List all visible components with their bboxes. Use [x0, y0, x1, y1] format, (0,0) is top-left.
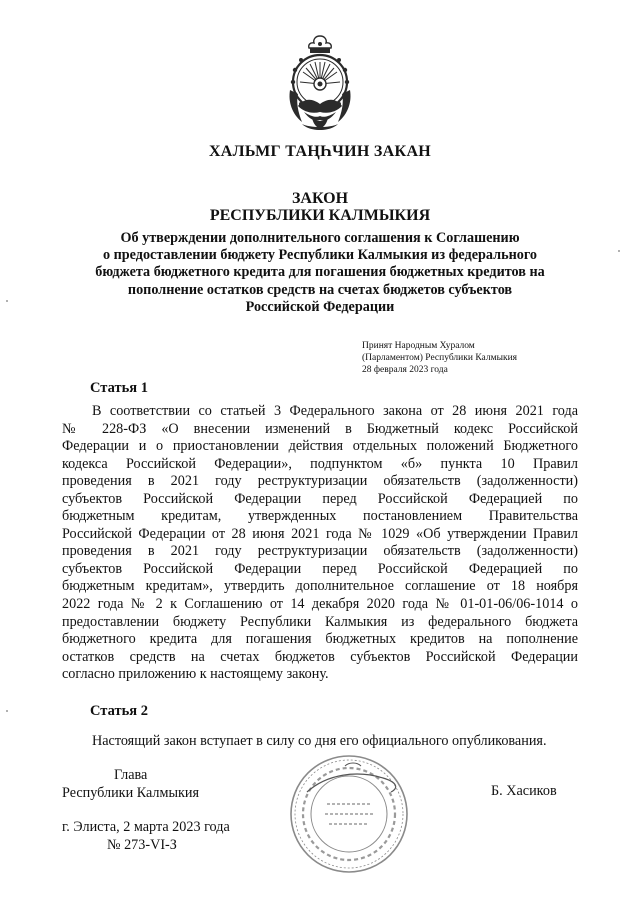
- law-subject-line: Об утверждении дополнительного соглашения к Соглашению: [120, 230, 520, 246]
- article-1-line: бюджетного кредита для погашения бюджетных кредитов на пополнение: [62, 631, 578, 648]
- article-1-line: Российской Федерации от 28 июня 2021 года № 1029 «Об утверждении Правил: [62, 525, 578, 542]
- article-1-line: бюджетным кредитам», утвердить дополнительное соглашение от 18 ноября: [62, 578, 578, 595]
- law-subject-line: бюджета бюджетного кредита для погашения бюджетных кредитов на: [95, 264, 545, 281]
- adoption-note: [362, 340, 517, 376]
- article-1-line: предоставлении бюджету Республики Калмыкия из федерального бюджета: [62, 613, 578, 630]
- kalmyk-law-title: ХАЛЬМГ ТАҢҺЧИН ЗАКАН: [208, 143, 432, 160]
- official-seal-stamp: [287, 752, 411, 876]
- article-1-line: субъектов Российской Федерации перед Российской Федерацией по: [62, 490, 578, 507]
- adoption-note-line: 28 февраля 2023 года: [362, 365, 448, 375]
- scan-artifact: [618, 250, 620, 252]
- place-and-date: г. Элиста, 2 марта 2023 года: [62, 819, 230, 835]
- emblem-of-kalmykia: [282, 32, 358, 142]
- article-1-line: остатков средств на счетах бюджетов субъектов Российской Федерации: [62, 648, 578, 665]
- scan-artifact: [6, 300, 8, 302]
- article-2-heading: Статья 2: [90, 703, 148, 719]
- article-1-body: [62, 403, 578, 684]
- signer-name: Б. Хасиков: [491, 783, 557, 799]
- article-1-line: Федерации и о приостановлении действия отдельных положений Бюджетного: [62, 438, 578, 455]
- article-2-body: Настоящий закон вступает в силу со дня его официального опубликования.: [92, 733, 547, 749]
- article-1-line: субъектов Российской Федерации перед Российской Федерацией по: [62, 560, 578, 577]
- law-subject-line: Российской Федерации: [245, 298, 395, 315]
- emblem-icon: [282, 32, 358, 142]
- article-1-line: № 228-ФЗ «О внесении изменений в Бюджетный кодекс Российской: [62, 420, 578, 437]
- adoption-note-line: Принят Народным Хуралом: [362, 341, 475, 351]
- article-1-line: согласно приложению к настоящему закону.: [62, 666, 329, 683]
- law-subject-line: пополнение остатков средств на счетах бюджетов субъектов: [127, 281, 513, 298]
- article-1-line: В соответствии со статьей 3 Федерального закона от 28 июня 2021 года: [92, 403, 578, 419]
- signatory-title-line: Глава: [114, 767, 148, 783]
- seal-icon: [287, 752, 411, 876]
- adoption-note-line: (Парламентом) Республики Калмыкия: [362, 353, 518, 363]
- article-1-heading: Статья 1: [90, 380, 148, 396]
- article-1-line: 2022 года № 2 к Соглашению от 14 декабря 2020 года № 01-01-06/06-1014 о: [62, 596, 578, 613]
- article-1-line: проведения в 2021 году реструктуризации обязательств (задолженности): [62, 473, 578, 490]
- law-republic-heading: РЕСПУБЛИКИ КАЛМЫКИЯ: [209, 207, 431, 224]
- law-number: № 273-VI-З: [107, 837, 177, 853]
- signatory-title-line: Республики Калмыкия: [62, 785, 200, 801]
- scan-artifact: [6, 710, 8, 712]
- article-1-line: кодекса Российской Федерации», подпунктом «б» пункта 10 Правил: [62, 455, 578, 472]
- law-heading: ЗАКОН: [291, 190, 349, 207]
- article-1-line: проведения в 2021 году реструктуризации обязательств (задолженности): [62, 543, 578, 560]
- article-1-line: бюджетным кредитам, утвержденных постановлением Правительства: [62, 508, 578, 525]
- law-subject-title: [62, 230, 578, 316]
- law-subject-line: о предоставлении бюджету Республики Калмыкия из федерального: [102, 247, 538, 264]
